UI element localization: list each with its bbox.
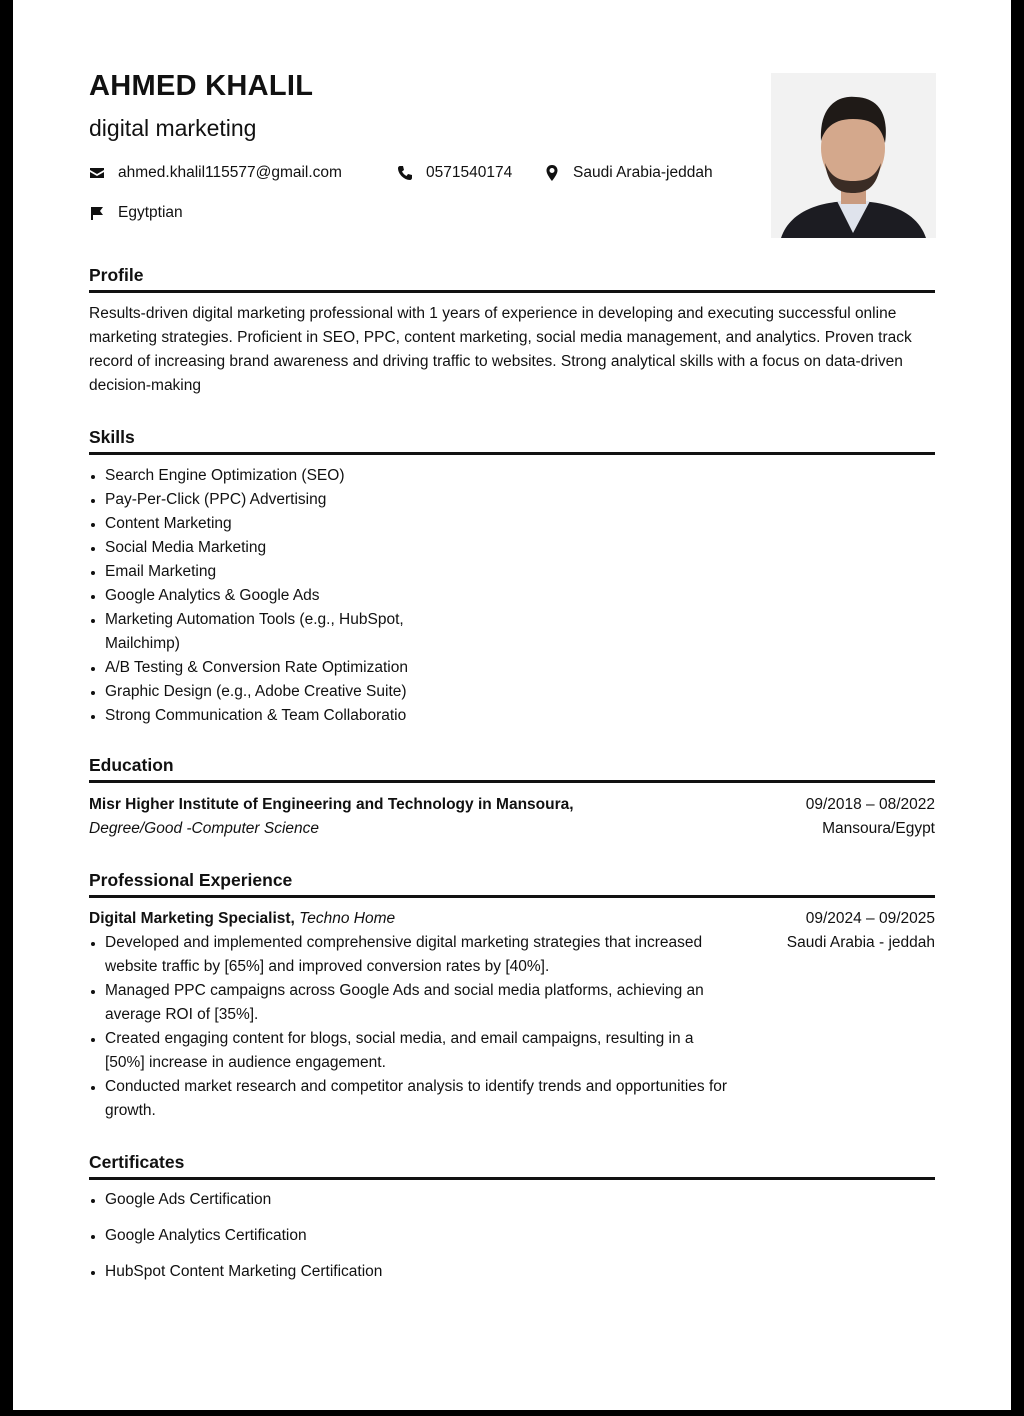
skill-item: Email Marketing	[89, 560, 459, 584]
location-text: Saudi Arabia-jeddah	[573, 164, 713, 181]
profile-photo	[771, 73, 936, 238]
skill-item: Social Media Marketing	[89, 536, 459, 560]
skills-list	[89, 464, 459, 728]
flag-icon	[89, 205, 105, 221]
section-heading-profile: Profile	[89, 265, 935, 293]
certificates-list	[89, 1188, 935, 1284]
phone-icon	[397, 165, 413, 181]
phone-text: 0571540174	[426, 164, 513, 181]
resume-page	[13, 0, 1011, 1410]
skill-item: Marketing Automation Tools (e.g., HubSpot, Mailchimp)	[89, 608, 459, 656]
section-heading-skills: Skills	[89, 427, 935, 455]
section-heading-experience: Professional Experience	[89, 870, 935, 898]
contact-location	[544, 164, 713, 182]
skill-item: Pay-Per-Click (PPC) Advertising	[89, 488, 459, 512]
education-degree: Degree/Good -Computer Science	[89, 820, 320, 837]
nationality-text: Egytptian	[118, 204, 183, 221]
experience-bullet: Conducted market research and competitor analysis to identify trends and opportunities for growth.	[89, 1075, 734, 1123]
contact-phone	[397, 164, 512, 182]
certificate-item: Google Analytics Certification	[89, 1224, 935, 1248]
skill-item: Content Marketing	[89, 512, 459, 536]
experience-entry	[89, 907, 935, 1123]
experience-bullets	[89, 931, 734, 1123]
education-dates: 09/2018 – 08/2022	[805, 796, 935, 813]
experience-role: Digital Marketing Specialist,	[89, 910, 295, 927]
experience-company: Techno Home	[299, 910, 396, 927]
skill-item: Strong Communication & Team Collaboratio	[89, 704, 459, 728]
experience-dates: 09/2024 – 09/2025	[805, 910, 935, 927]
experience-location: Saudi Arabia - jeddah	[786, 934, 935, 951]
section-heading-certificates: Certificates	[89, 1152, 935, 1180]
email-text: ahmed.khalil115577@gmail.com	[118, 164, 342, 181]
skill-item: Google Analytics & Google Ads	[89, 584, 459, 608]
envelope-icon	[89, 165, 105, 181]
experience-bullet: Developed and implemented comprehensive digital marketing strategies that increased website traffic by [65%] and improved conversion rates by [40%].	[89, 931, 734, 979]
candidate-title: digital marketing	[89, 115, 257, 141]
section-heading-education: Education	[89, 755, 935, 783]
profile-summary: Results-driven digital marketing professional with 1 years of experience in developing and executing successful online marketing strategies. Proficient in SEO, PPC, content marketing, social media management, and analytics. Proven track record of increasing brand awareness and driving traffic to websites. Strong analytical skills with a focus on data-driven decision-making	[89, 305, 912, 394]
experience-bullet: Created engaging content for blogs, social media, and email campaigns, resulting in a [50%] increase in audience engagement.	[89, 1027, 734, 1075]
skill-item: Search Engine Optimization (SEO)	[89, 464, 459, 488]
skill-item: A/B Testing & Conversion Rate Optimization	[89, 656, 459, 680]
contact-email	[89, 164, 342, 182]
education-location: Mansoura/Egypt	[822, 820, 935, 837]
candidate-name: AHMED KHALIL	[89, 70, 314, 102]
education-entry	[89, 793, 935, 841]
map-pin-icon	[544, 165, 560, 181]
certificate-item: Google Ads Certification	[89, 1188, 935, 1212]
education-institution: Misr Higher Institute of Engineering and Technology in Mansoura,	[89, 796, 574, 813]
certificate-item: HubSpot Content Marketing Certification	[89, 1260, 935, 1284]
experience-bullet: Managed PPC campaigns across Google Ads and social media platforms, achieving an average ROI of [35%].	[89, 979, 734, 1027]
skill-item: Graphic Design (e.g., Adobe Creative Suite)	[89, 680, 459, 704]
contact-nationality	[89, 204, 183, 222]
